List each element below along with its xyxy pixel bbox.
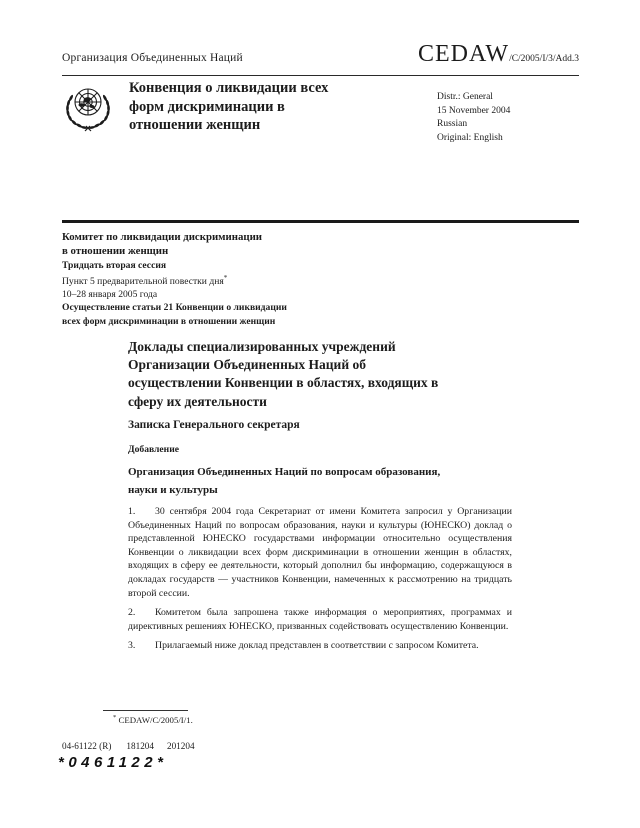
footnote-text: CEDAW/C/2005/I/1. xyxy=(118,714,193,725)
footnote-marker: * xyxy=(113,714,117,721)
committee-name-line2: в отношении женщин xyxy=(62,245,169,257)
document-title: Доклады специализированных учреждений Организации Объединенных Наций об осуществлении Конвенции в областях, входящих в сферу их деятельности xyxy=(128,339,439,409)
paragraph-3 xyxy=(128,639,512,653)
committee-block xyxy=(62,230,287,328)
org-name: Организация Объединенных Наций xyxy=(62,52,243,64)
addendum-label: Добавление xyxy=(128,444,179,455)
job-number: 04-61122 (R) xyxy=(62,741,112,751)
paragraph-2-number: 2. xyxy=(128,607,136,619)
paragraph-2 xyxy=(128,606,512,633)
distr-date: 15 November 2004 xyxy=(437,105,511,116)
agenda-item xyxy=(62,272,287,288)
paragraph-1-text: 30 сентября 2004 года Секретариат от имени Комитета запросил у Организации Объединенных Наций по вопросам образования, науки и культуры (ЮНЕСКО) доклад о представленной ЮНЕСКО государствами информации относительно осуществления Конвенции о ликвидации всех форм дискриминации в отношении женщин в областях, входящих в сферу ее деятельности, который дополнил бы информацию, содержащуюся в докладах государств — участников Конвенции, намеченных к рассмотрению на тридцать второй сессии. xyxy=(128,506,512,599)
convention-title: Конвенция о ликвидации всех форм дискриминации в отношении женщин xyxy=(129,80,329,133)
document-subtitle: Записка Генерального секретаря xyxy=(128,419,300,431)
session-title: Тридцать вторая сессия xyxy=(62,260,167,271)
agency-heading: Организация Объединенных Наций по вопросам образования, науки и культуры xyxy=(128,466,441,496)
footnote-rule xyxy=(103,710,188,711)
distr-language: Russian xyxy=(437,119,468,129)
distr-original: Original: English xyxy=(437,132,503,143)
distr-type: Distr.: General xyxy=(437,92,493,102)
session-dates: 10–28 января 2005 года xyxy=(62,289,158,301)
date-code-2: 201204 xyxy=(166,741,195,751)
paragraph-2-text: Комитетом была запрошена также информация о мероприятиях, программах и директивных решениях ЮНЕСКО, призванных содействовать осуществлению Конвенции. xyxy=(128,607,512,632)
subject-line2: всех форм дискриминации в отношении женщин xyxy=(62,315,276,327)
document-symbol-main: CEDAW xyxy=(418,41,510,67)
paragraph-1 xyxy=(128,505,512,600)
paragraph-3-number: 3. xyxy=(128,640,136,652)
barcode-text: *0461122* xyxy=(58,754,168,771)
un-emblem-icon xyxy=(59,80,117,132)
section-divider xyxy=(62,220,579,223)
paragraph-3-text: Прилагаемый ниже доклад представлен в соответствии с запросом Комитета. xyxy=(155,640,479,652)
document-info-line xyxy=(62,741,195,751)
document-symbol-suffix: /C/2005/I/3/Add.3 xyxy=(509,54,579,64)
distribution-block xyxy=(437,91,510,145)
agenda-footnote-marker: * xyxy=(223,274,228,282)
header-divider xyxy=(62,75,579,76)
document-symbol xyxy=(418,41,579,68)
paragraph-1-number: 1. xyxy=(128,506,136,517)
body-paragraphs xyxy=(128,505,512,659)
agenda-item-text: Пункт 5 предварительной повестки дня xyxy=(62,276,224,288)
subject-line1: Осуществление статьи 21 Конвенции о ликвидации xyxy=(62,302,287,314)
footnote xyxy=(113,714,193,725)
date-code-1: 181204 xyxy=(126,741,154,751)
committee-name-line1: Комитет по ликвидации дискриминации xyxy=(62,231,263,243)
